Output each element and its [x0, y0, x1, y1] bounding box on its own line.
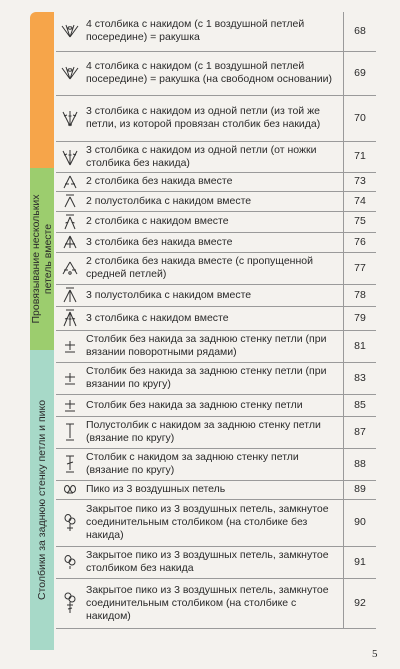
row-text: Закрытое пико из 3 воздушных петель, замкнутое соединительным столбиком (на столбике без накида): [84, 499, 344, 546]
sc2tog-icon: [56, 172, 84, 191]
dc-back-loop-icon: [56, 448, 84, 480]
table-row: [56, 95, 376, 141]
row-text: Столбик без накида за заднюю стенку петли (при вязании поворотными рядами): [84, 330, 344, 362]
row-text: 2 столбика без накида вместе (с пропущенной средней петлей): [84, 252, 344, 284]
table-row: [56, 172, 376, 191]
sc-back-loop-icon: [56, 330, 84, 362]
sc-back-loop-icon: [56, 362, 84, 394]
sc2tog-skip-icon: [56, 252, 84, 284]
row-text: 2 столбика без накида вместе: [84, 172, 344, 191]
table-row: [56, 416, 376, 448]
row-page: 90: [344, 499, 377, 546]
row-text: 3 столбика с накидом из одной петли (из той же петли, из которой провязан столбик без накида): [84, 95, 344, 141]
row-text: Пико из 3 воздушных петель: [84, 480, 344, 499]
picot-icon: [56, 480, 84, 499]
row-text: Закрытое пико из 3 воздушных петель, замкнутое столбиком без накида: [84, 546, 344, 578]
symbols-table: [56, 12, 376, 629]
sc3tog-icon: [56, 232, 84, 252]
table-row: [56, 330, 376, 362]
three-dc-fan-icon: [56, 95, 84, 141]
section-band-decreases: [30, 168, 54, 350]
row-page: 70: [344, 95, 377, 141]
table-row: [56, 191, 376, 211]
row-page: 78: [344, 284, 377, 306]
closed-picot-icon: [56, 546, 84, 578]
row-page: 81: [344, 330, 377, 362]
table-row: [56, 211, 376, 232]
row-text: 3 столбика без накида вместе: [84, 232, 344, 252]
hdc-back-loop-icon: [56, 416, 84, 448]
row-text: Полустолбик с накидом за заднюю стенку петли (вязание по кругу): [84, 416, 344, 448]
row-text: 2 столбика с накидом вместе: [84, 211, 344, 232]
table-row: [56, 284, 376, 306]
row-text: 4 столбика с накидом (с 1 воздушной петлей посередине) = ракушка (на свободном основании): [84, 51, 344, 95]
table-row: [56, 448, 376, 480]
row-page: 69: [344, 51, 377, 95]
table-row: [56, 394, 376, 416]
table-row: [56, 499, 376, 546]
table-row: [56, 232, 376, 252]
row-page: 76: [344, 232, 377, 252]
row-text: 4 столбика с накидом (с 1 воздушной петлей посередине) = ракушка: [84, 12, 344, 51]
section-label-back-loop-picot: Столбики за заднюю стенку петли и пико: [36, 399, 48, 601]
page-number: 5: [372, 648, 378, 660]
section-label-decreases: Провязывание нескольких петель вместе: [30, 194, 54, 324]
closed-picot-icon: [56, 499, 84, 546]
table-row: [56, 252, 376, 284]
shell-fan-icon: [56, 51, 84, 95]
row-text: 3 столбика с накидом из одной петли (от ножки столбика без накида): [84, 141, 344, 172]
row-text: Столбик без накида за заднюю стенку петли: [84, 394, 344, 416]
row-page: 79: [344, 306, 377, 330]
row-page: 77: [344, 252, 377, 284]
row-page: 87: [344, 416, 377, 448]
three-dc-fan-icon: [56, 141, 84, 172]
row-text: 3 полустолбика с накидом вместе: [84, 284, 344, 306]
table-row: [56, 546, 376, 578]
hdc3tog-icon: [56, 284, 84, 306]
dc2tog-icon: [56, 211, 84, 232]
row-page: 85: [344, 394, 377, 416]
row-text: Столбик с накидом за заднюю стенку петли (вязание по кругу): [84, 448, 344, 480]
closed-picot-icon: [56, 578, 84, 628]
section-band-shells: [30, 12, 54, 168]
row-page: 88: [344, 448, 377, 480]
row-text: Столбик без накида за заднюю стенку петли (при вязании по кругу): [84, 362, 344, 394]
sc-back-loop-icon: [56, 394, 84, 416]
shell-fan-icon: [56, 12, 84, 51]
dc3tog-icon: [56, 306, 84, 330]
table-row: [56, 362, 376, 394]
row-text: 2 полустолбика с накидом вместе: [84, 191, 344, 211]
table-row: [56, 578, 376, 628]
table-row: [56, 480, 376, 499]
table-row: [56, 12, 376, 51]
row-page: 89: [344, 480, 377, 499]
row-page: 71: [344, 141, 377, 172]
row-page: 91: [344, 546, 377, 578]
row-page: 74: [344, 191, 377, 211]
table-row: [56, 141, 376, 172]
table-row: [56, 306, 376, 330]
hdc2tog-icon: [56, 191, 84, 211]
row-page: 83: [344, 362, 377, 394]
section-band-back-loop-picot: [30, 350, 54, 650]
table-row: [56, 51, 376, 95]
row-page: 68: [344, 12, 377, 51]
row-page: 75: [344, 211, 377, 232]
row-text: 3 столбика с накидом вместе: [84, 306, 344, 330]
row-page: 92: [344, 578, 377, 628]
row-page: 73: [344, 172, 377, 191]
row-text: Закрытое пико из 3 воздушных петель, замкнутое соединительным столбиком (на столбике с накидом): [84, 578, 344, 628]
